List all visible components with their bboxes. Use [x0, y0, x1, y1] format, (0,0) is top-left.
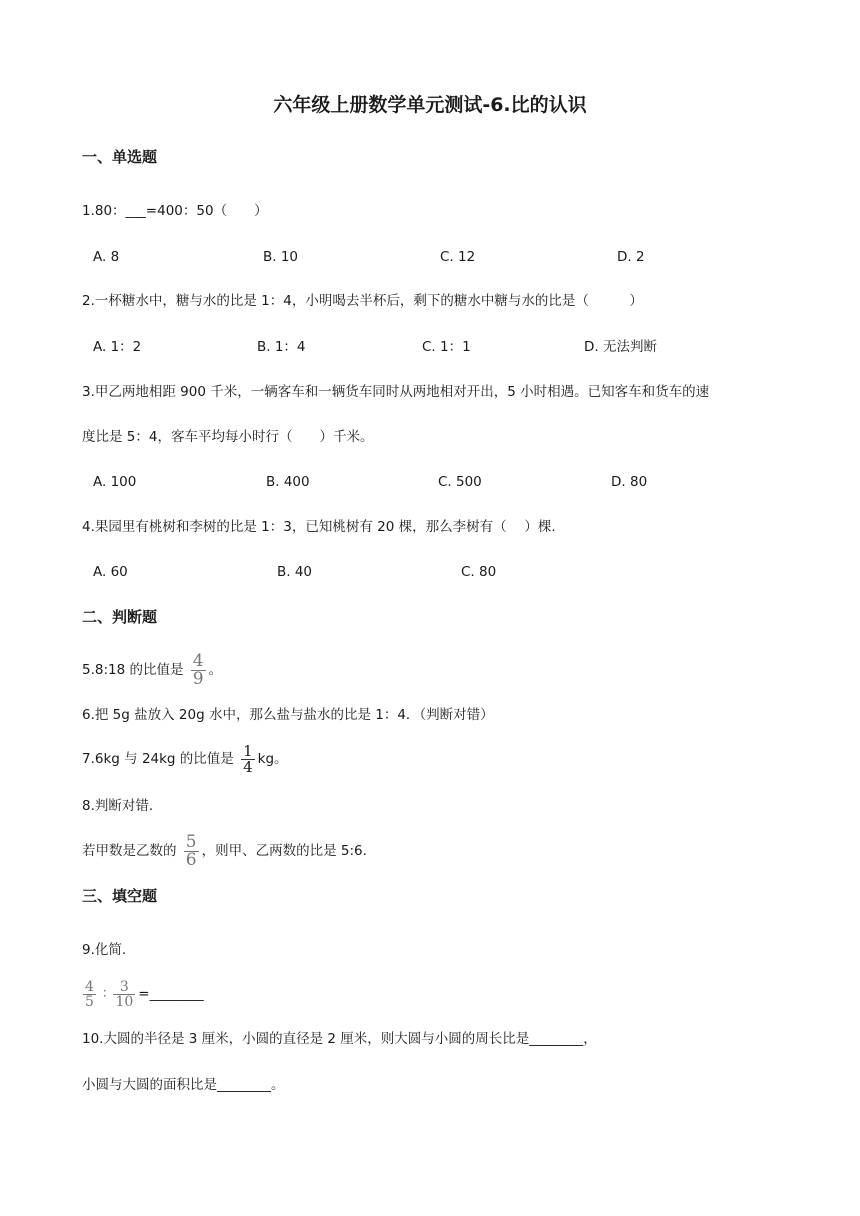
question-6: 6.把 5g 盐放入 20g 水中，那么盐与盐水的比是 1：4．（判断对错）: [82, 707, 494, 723]
q5-fraction-numerator: 4: [192, 650, 204, 671]
q9-fraction-1-numerator: 4: [85, 978, 94, 995]
q1-option-a[interactable]: A. 8: [93, 249, 120, 265]
q7-fraction-numerator: 1: [243, 741, 253, 760]
q8-fraction-numerator: 5: [185, 831, 197, 852]
q7-suffix: kg。: [257, 751, 288, 767]
question-7: [82, 741, 288, 779]
q9-fraction-1: [83, 980, 96, 1009]
q5-suffix: 。: [208, 662, 223, 678]
page-title: 六年级上册数学单元测试-6.比的认识: [273, 94, 587, 116]
q2-option-c[interactable]: C. 1：1: [422, 339, 471, 355]
q7-text: 7.6kg 与 24kg 的比值是: [82, 751, 234, 767]
q3-option-c[interactable]: C. 500: [438, 474, 482, 490]
q2-option-d[interactable]: D. 无法判断: [584, 339, 657, 355]
q3-option-a[interactable]: A. 100: [93, 474, 137, 490]
q8-suffix: ，则甲、乙两数的比是 5:6.: [201, 843, 367, 859]
q9-fraction-2-denominator: 10: [115, 993, 134, 1010]
q8-text: 若甲数是乙数的: [82, 843, 177, 859]
q2-option-a[interactable]: A. 1：2: [93, 339, 142, 355]
q8-fraction: [184, 831, 199, 870]
q1-option-b[interactable]: B. 10: [263, 249, 299, 265]
question-2: 2.一杯糖水中，糖与水的比是 1：4，小明喝去半杯后，剩下的糖水中糖与水的比是（ ）: [82, 293, 643, 309]
question-9: 9.化简.: [82, 942, 127, 958]
q4-option-c[interactable]: C. 80: [461, 564, 497, 580]
question-5: [82, 652, 222, 690]
question-8: 8.判断对错.: [82, 798, 154, 814]
q4-option-b[interactable]: B. 40: [277, 564, 313, 580]
q7-fraction: [241, 741, 255, 776]
q7-fraction-denominator: 4: [243, 757, 253, 776]
section-heading-true-false: 二、判断题: [82, 608, 158, 626]
q9-fraction-1-denominator: 5: [85, 993, 94, 1010]
q9-fraction-2-numerator: 3: [119, 978, 129, 995]
question-3-line-2: 度比是 5：4，客车平均每小时行（ ）千米。: [82, 429, 374, 445]
q2-option-b[interactable]: B. 1：4: [257, 339, 306, 355]
question-9-expression: [80, 977, 204, 1013]
question-4: 4.果园里有桃树和李树的比是 1：3，已知桃树有 20 棵，那么李树有（ ）棵.: [82, 519, 556, 535]
q4-option-a[interactable]: A. 60: [93, 564, 128, 580]
q9-ratio-sign: ∶: [102, 986, 107, 1002]
q3-option-d[interactable]: D. 80: [611, 474, 648, 490]
q9-answer-blank[interactable]: =________: [138, 986, 204, 1002]
question-1: 1.80：___=400：50（ ）: [82, 203, 268, 219]
q3-option-b[interactable]: B. 400: [266, 474, 310, 490]
q1-option-c[interactable]: C. 12: [440, 249, 476, 265]
q8-fraction-denominator: 6: [185, 849, 197, 870]
q1-option-d[interactable]: D. 2: [617, 249, 645, 265]
section-heading-fill-blank: 三、填空题: [82, 887, 158, 905]
section-heading-single-choice: 一、单选题: [82, 148, 158, 166]
q9-fraction-2: [113, 980, 135, 1009]
question-3-line-1: 3.甲乙两地相距 900 千米，一辆客车和一辆货车同时从两地相对开出，5 小时相遇。已知客车和货车的速: [82, 384, 710, 400]
q5-fraction-denominator: 9: [192, 668, 204, 689]
q5-text: 5.8:18 的比值是: [82, 662, 184, 678]
question-10-line-2: 小圆与大圆的面积比是________。: [82, 1077, 285, 1093]
question-8-statement: [82, 833, 367, 871]
question-10-line-1: 10.大圆的半径是 3 厘米，小圆的直径是 2 厘米，则大圆与小圆的周长比是________，: [82, 1031, 597, 1047]
q5-fraction: [191, 650, 206, 689]
